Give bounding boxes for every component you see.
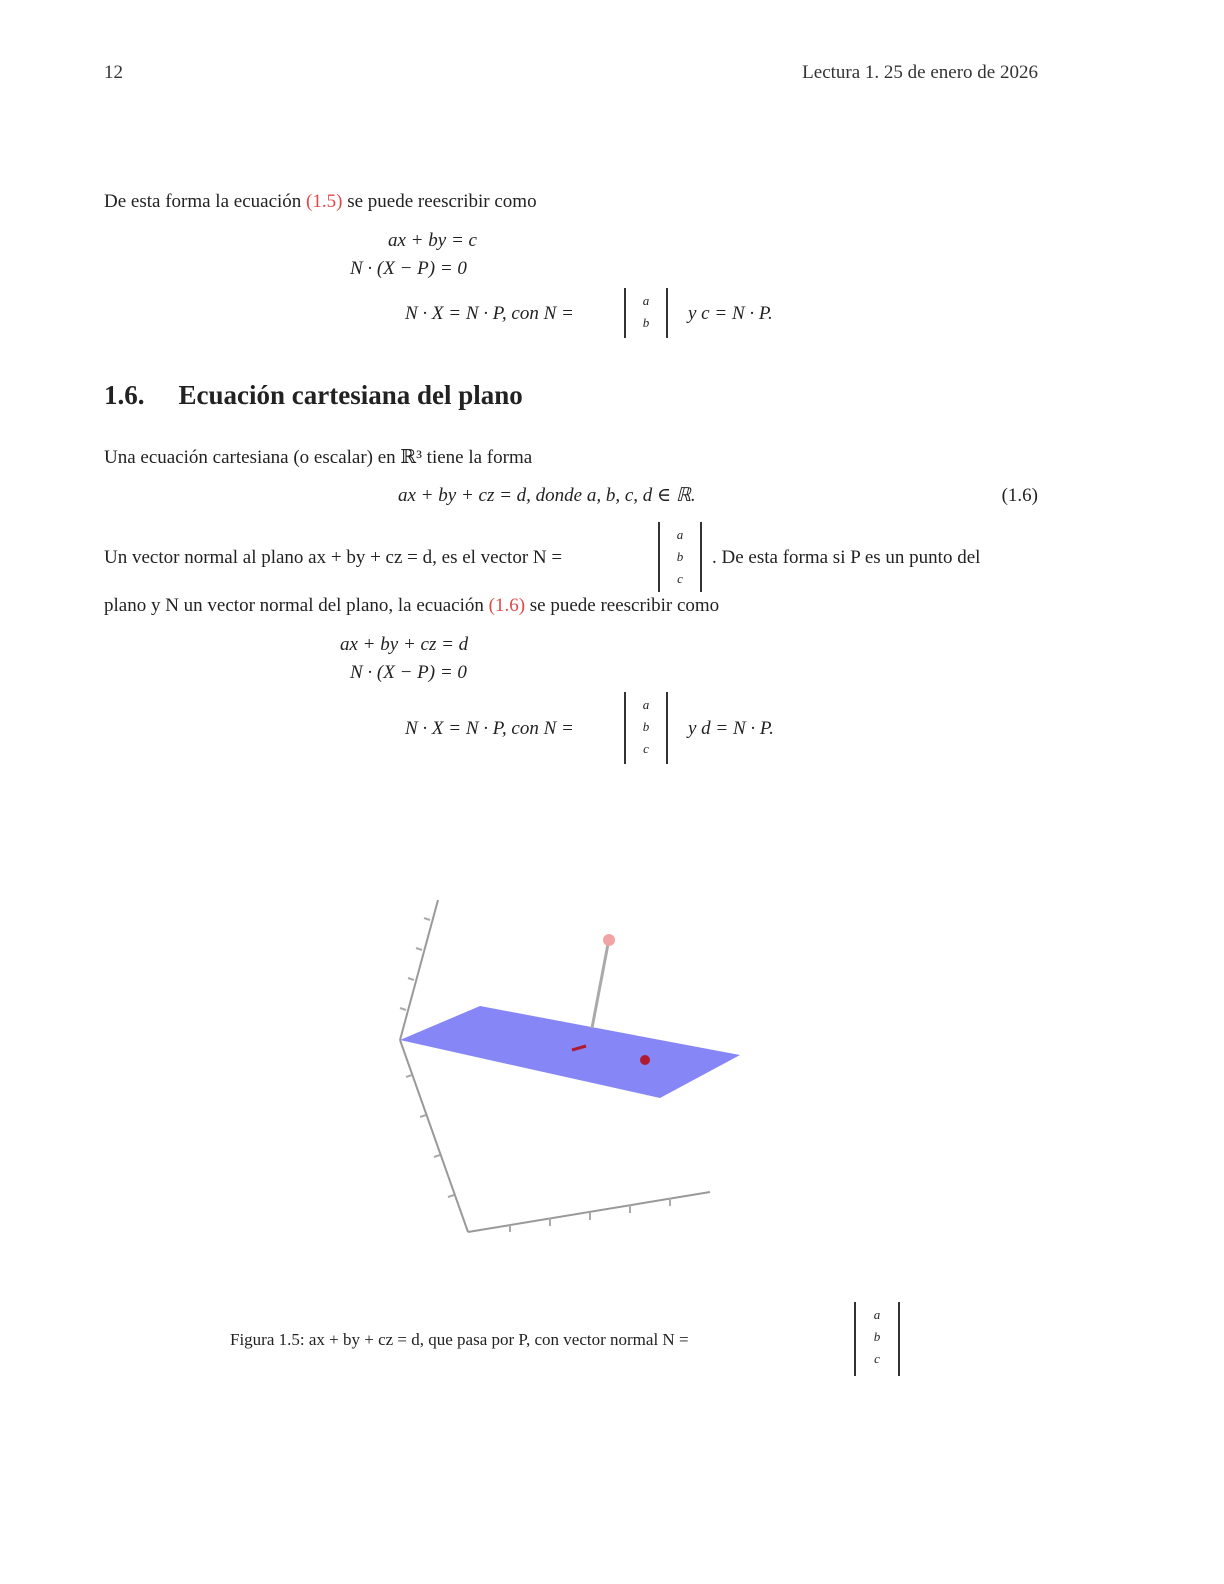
- eq1-line3-right: y c = N · P.: [688, 303, 773, 324]
- running-title: Lectura 1. 25 de enero de 2026: [802, 62, 1038, 83]
- paragraph-1: Una ecuación cartesiana (o escalar) en ℝ³ tiene la forma: [104, 447, 533, 468]
- vector-entry: a: [676, 527, 684, 542]
- vector-entry: c: [874, 1351, 880, 1366]
- plane-figure: [360, 880, 780, 1270]
- equation-ref-link[interactable]: (1.6): [488, 595, 526, 616]
- eq1-line3-left: N · X = N · P, con N =: [405, 303, 574, 324]
- cartesian-equation: ax + by + cz = d, donde a, b, c, d ∈ ℝ.: [398, 485, 696, 506]
- eq2-line1: ax + by + cz = d: [340, 634, 469, 655]
- eq1-line1: ax + by = c: [388, 230, 477, 251]
- eq1-line2: N · (X − P) = 0: [350, 258, 467, 279]
- vector-entry: c: [677, 571, 683, 586]
- vector-entry: a: [873, 1307, 881, 1322]
- vector-entry: a: [642, 697, 650, 712]
- vector-entry: b: [642, 315, 650, 330]
- normal-vector-line: [592, 944, 608, 1028]
- section-title: Ecuación cartesiana del plano: [178, 380, 523, 410]
- vector-entry: a: [642, 293, 650, 308]
- page-number: 12: [104, 62, 123, 83]
- paragraph-2-line2: [104, 594, 719, 618]
- z-axis: [400, 900, 438, 1040]
- caption-vector: [854, 1302, 900, 1378]
- intro-text-after: se puede reescribir como: [347, 191, 537, 212]
- section-heading: [104, 380, 523, 411]
- paragraph-2-line1-right: . De esta forma si P es un punto del: [712, 547, 981, 568]
- eq2-line3-right: y d = N · P.: [688, 718, 774, 739]
- intro-text: De esta forma la ecuación: [104, 191, 302, 212]
- normal-vector-tip: [603, 934, 615, 946]
- eq2-line2: N · (X − P) = 0: [350, 662, 467, 683]
- paragraph-2-text: plano y N un vector normal del plano, la ecuación: [104, 595, 484, 616]
- equation-ref-link[interactable]: (1.5): [306, 191, 343, 212]
- equation-number: (1.6): [1001, 485, 1038, 506]
- vector-entry: b: [676, 549, 684, 564]
- paragraph-2-line1-left: Un vector normal al plano ax + by + cz = d, es el vector N =: [104, 547, 563, 568]
- plane-surface: [400, 1006, 740, 1098]
- vector-entry: b: [642, 719, 650, 734]
- vector-entry: c: [643, 741, 649, 756]
- vector-entry: b: [873, 1329, 881, 1344]
- normal-vector-inline: [658, 522, 702, 594]
- figure-caption: Figura 1.5: ax + by + cz = d, que pasa por P, con vector normal N =: [230, 1330, 689, 1349]
- y-axis: [400, 1040, 468, 1232]
- eq1-vector: [624, 288, 668, 340]
- paragraph-2-text-after: se puede reescribir como: [529, 595, 720, 616]
- point-p: [640, 1055, 650, 1065]
- eq2-line3-left: N · X = N · P, con N =: [405, 718, 574, 739]
- intro-paragraph: [104, 190, 537, 214]
- section-number: 1.6.: [104, 380, 145, 410]
- eq2-vector: [624, 692, 668, 766]
